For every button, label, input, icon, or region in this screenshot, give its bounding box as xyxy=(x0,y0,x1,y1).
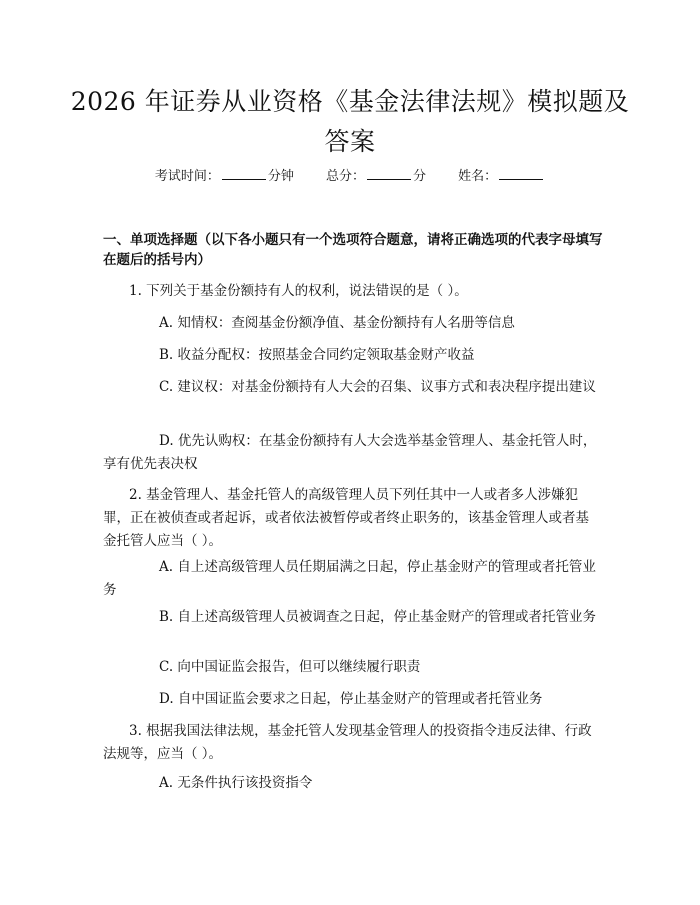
question-1-stem: 1. 下列关于基金份额持有人的权利，说法错误的是（ ）。 xyxy=(129,283,468,299)
question-1-option-c: C. 建议权：对基金份额持有人大会的召集、议事方式和表决程序提出建议 xyxy=(159,379,596,395)
question-2-option-a: A. 自上述高级管理人员任期届满之日起，停止基金财产的管理或者托管业务 xyxy=(103,559,596,598)
total-score-blank xyxy=(367,167,411,180)
exam-meta-line xyxy=(0,167,700,187)
question-1-option-b: B. 收益分配权：按照基金合同约定领取基金财产收益 xyxy=(159,347,475,363)
question-1-option-a: A. 知情权：查阅基金份额净值、基金份额持有人名册等信息 xyxy=(159,315,515,331)
question-2-stem: 2. 基金管理人、基金托管人的高级管理人员下列任其中一人或者多人涉嫌犯罪，正在被侦查或者起诉，或者依法被暂停或者终止职务的，该基金管理人或者基金托管人应当（ ）。 xyxy=(103,487,589,549)
question-2-option-c: C. 向中国证监会报告，但可以继续履行职责 xyxy=(159,659,421,675)
total-score xyxy=(326,167,426,187)
exam-time-label: 考试时间： xyxy=(154,169,220,184)
section-heading: 一、单项选择题（以下各小题只有一个选项符合题意，请将正确选项的代表字母填写在题后的括号内） xyxy=(103,232,603,268)
candidate-name-label: 姓名： xyxy=(458,169,498,184)
candidate-name-blank xyxy=(499,167,543,180)
exam-time-unit: 分钟 xyxy=(267,169,294,184)
document-title: 2026 年证券从业资格《基金法律法规》模拟题及答案 xyxy=(70,87,630,156)
exam-time xyxy=(155,167,294,187)
candidate-name xyxy=(458,167,545,187)
question-3-option-a: A. 无条件执行该投资指令 xyxy=(159,775,313,791)
total-score-label: 总分： xyxy=(325,169,365,184)
total-score-unit: 分 xyxy=(413,169,427,184)
exam-time-blank xyxy=(222,167,266,180)
question-3-stem: 3. 根据我国法律法规，基金托管人发现基金管理人的投资指令违反法律、行政法规等，应当（ ）。 xyxy=(103,723,592,762)
question-2-option-b: B. 自上述高级管理人员被调查之日起，停止基金财产的管理或者托管业务 xyxy=(159,609,597,625)
question-1-option-d: D. 优先认购权：在基金份额持有人大会选举基金管理人、基金托管人时，享有优先表决权 xyxy=(103,433,597,472)
question-2-option-d: D. 自中国证监会要求之日起，停止基金财产的管理或者托管业务 xyxy=(159,691,543,707)
